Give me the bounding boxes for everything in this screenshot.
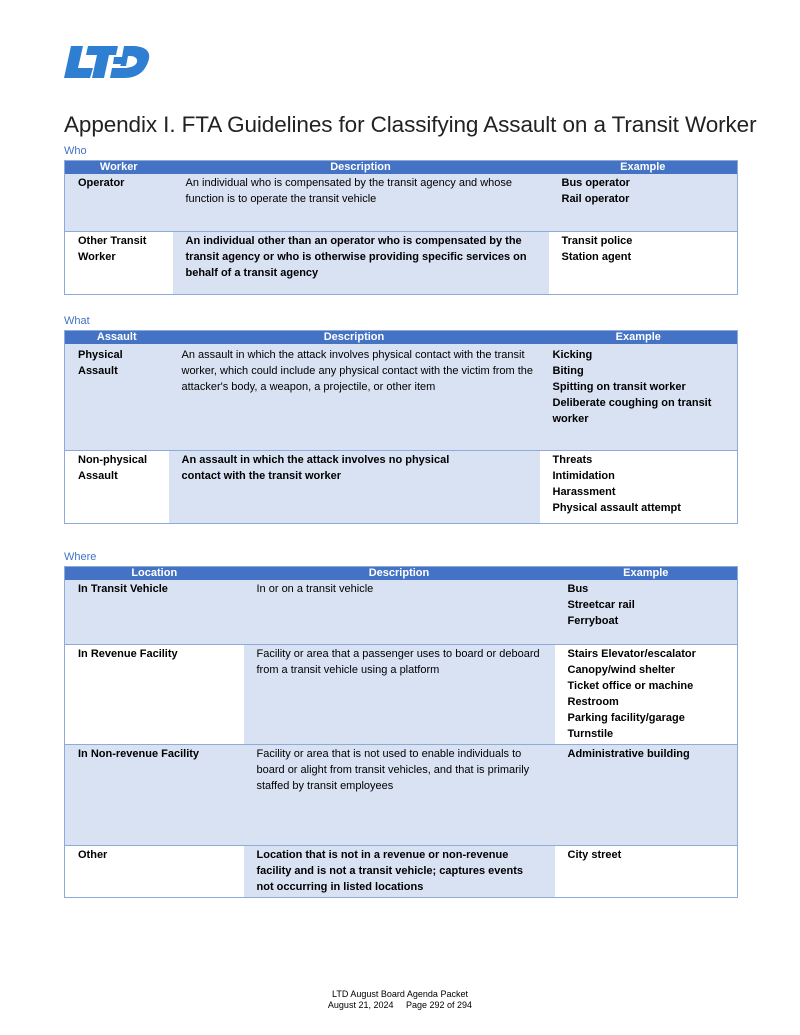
example-item: Deliberate coughing on transit worker [552,397,712,425]
example-item: Ticket office or machine [567,679,694,692]
row-examples [555,744,738,845]
header-example: Example [540,331,738,345]
example-item: Ferryboat [567,615,619,627]
page-footer [0,989,800,1011]
example-item: Kicking [552,349,593,361]
example-item: Turnstile [567,727,614,740]
example-item: Harassment [552,485,616,498]
row-examples [549,174,738,231]
row-examples [540,450,738,523]
table-header-row [65,331,738,345]
header-description: Description [173,161,549,175]
table-row [65,580,738,644]
example-item: Rail operator [561,193,630,205]
table-header-row [65,567,738,581]
where-table [64,566,738,898]
header-assault: Assault [65,331,169,345]
header-location: Location [65,567,244,581]
example-item: Physical assault attempt [552,501,681,514]
row-term: Other [65,845,244,897]
example-item: Transit police [561,234,633,247]
row-description: Location that is not in a revenue or non-revenue facility and is not a transit vehicle; captures events not occurring in listed locations [244,845,555,897]
header-description: Description [244,567,555,581]
footer-page-number: Page 292 of 294 [406,1000,473,1010]
who-label: Who [64,145,87,157]
table-header-row [65,161,738,175]
page-title: Appendix I. FTA Guidelines for Classifying Assault on a Transit Worker [64,112,757,137]
table-row [65,450,738,523]
example-item: Threats [552,453,593,466]
footer-date: August 21, 2024 [327,1000,394,1010]
table-row [65,744,738,845]
row-examples [555,845,738,897]
example-item: Administrative building [567,747,690,760]
row-examples [555,644,738,744]
footer-packet-title: LTD August Board Agenda Packet [332,989,468,999]
table-row [65,644,738,744]
header-example: Example [555,567,738,581]
row-examples [555,580,738,644]
example-item: Parking facility/garage [567,711,685,724]
what-table [64,330,738,524]
row-examples [549,231,738,294]
example-item: Streetcar rail [567,599,635,611]
example-item: Spitting on transit worker [552,381,686,393]
example-item: City street [567,848,622,861]
table-row [65,344,738,450]
row-description: An assault in which the attack involves no physical contact with the transit worker [169,450,540,523]
example-item: Intimidation [552,469,615,482]
row-term: Non-physical Assault [65,450,169,523]
header-example: Example [549,161,738,175]
row-description: An individual other than an operator who is compensated by the transit agency or who is otherwise providing specific services on behalf of a transit agency [173,231,549,294]
header-description: Description [169,331,540,345]
row-description: An individual who is compensated by the transit agency and whose function is to operate the transit vehicle [173,174,549,231]
what-label: What [64,315,90,327]
row-term: Physical Assault [65,344,169,450]
table-row [65,174,738,231]
row-description: An assault in which the attack involves physical contact with the transit worker, which could include any physical contact with the victim from the attacker's body, a weapon, a projectile, or other item [169,344,540,450]
example-item: Biting [552,365,584,377]
header-worker: Worker [65,161,173,175]
row-term: In Revenue Facility [65,644,244,744]
example-item: Bus [567,583,589,595]
example-item: Canopy/wind shelter [567,663,676,676]
row-term: In Non-revenue Facility [65,744,244,845]
row-examples [540,344,738,450]
row-term: In Transit Vehicle [65,580,244,644]
row-description: Facility or area that is not used to enable individuals to board or alight from transit vehicles, and that is primarily staffed by transit employees [244,744,555,845]
table-row [65,845,738,897]
table-row [65,231,738,294]
example-item: Restroom [567,695,619,708]
footer-date-page [0,1000,800,1011]
row-term: Other Transit Worker [65,231,173,294]
example-item: Station agent [561,250,632,263]
example-item: Stairs Elevator/escalator [567,647,696,660]
row-description: Facility or area that a passenger uses to board or deboard from a transit vehicle using a platform [244,644,555,744]
example-item: Bus operator [561,177,630,189]
ltd-logo [64,44,150,80]
who-table [64,160,738,295]
row-term: Operator [65,174,173,231]
logo-text: LTD [64,44,66,45]
row-description: In or on a transit vehicle [244,580,555,644]
where-label: Where [64,551,97,563]
